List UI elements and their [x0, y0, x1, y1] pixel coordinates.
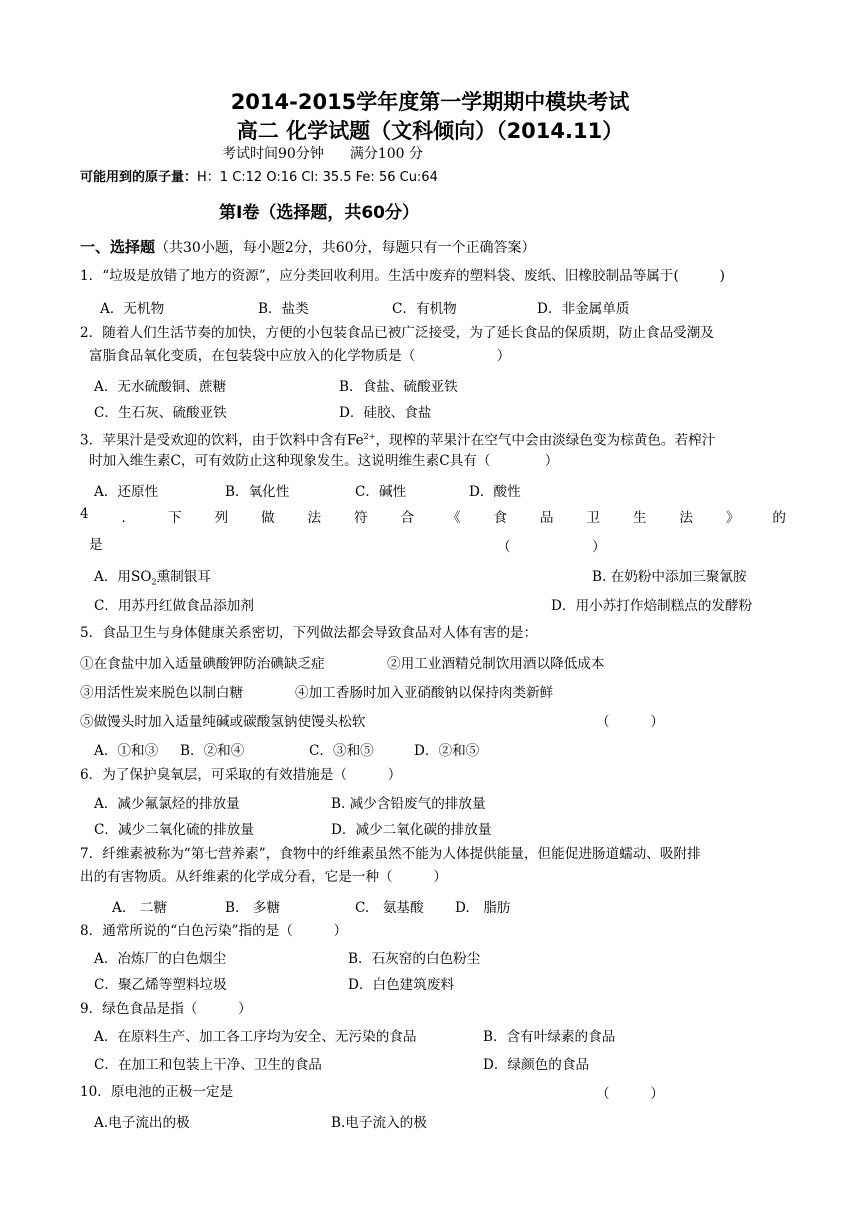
- question-10-stem: 10．原电池的正极一定是: [80, 1084, 234, 1100]
- question-4-word: 卫: [586, 510, 600, 526]
- question-4-option-a: [94, 565, 211, 587]
- question-5-option-c: C．③和⑤: [309, 743, 374, 759]
- question-5-item-5: ⑤做馒头时加入适量纯碱或碳酸氢钠使馒头松软: [80, 714, 366, 730]
- exam-meta: [222, 143, 449, 163]
- question-4-stem-line1: [80, 506, 786, 526]
- question-4-option-d: D．用小苏打作焙制糕点的发酵粉: [551, 598, 753, 614]
- question-4-word: 符: [353, 510, 368, 526]
- question-2-option-c: C．生石灰、硫酸亚铁: [94, 405, 227, 421]
- exam-subtitle: 高二 化学试题（文科倾向）（2014.11）: [236, 119, 624, 143]
- question-9-option-d: D．绿颜色的食品: [483, 1057, 590, 1073]
- question-5-option-d: D．②和⑤: [414, 743, 480, 759]
- question-8-stem: 8．通常所说的“白色污染”指的是（ ）: [80, 923, 348, 939]
- question-4-word: 列: [214, 510, 229, 526]
- question-4-word: 下: [168, 510, 182, 526]
- question-4-word: ．: [121, 510, 136, 526]
- question-4-word: 法: [307, 510, 322, 526]
- question-4-word: 生: [632, 510, 647, 526]
- question-7-option-a: A. 二糖: [112, 900, 167, 916]
- question-5-item-1: ①在食盐中加入适量碘酸钾防治碘缺乏症: [80, 656, 325, 672]
- question-8-option-b: B．石灰窑的白色粉尘: [348, 951, 481, 967]
- part-title: 一、选择题: [80, 238, 156, 256]
- question-3-stem-part1: 3．苹果汁是受欢迎的饮料，由于饮料中含有Fe: [80, 432, 364, 449]
- question-10-option-b: B.电子流入的极: [331, 1115, 427, 1131]
- question-3-option-a: A．还原性: [94, 484, 159, 500]
- question-3-stem-line2: 时加入维生素C，可有效防止这种现象发生。这说明维生素C具有（ ）: [89, 453, 559, 469]
- question-5-option-b: B．②和④: [180, 743, 245, 759]
- question-7-option-b: B. 多糖: [225, 900, 281, 916]
- question-5-item-3: ③用活性炭来脱色以制白糖: [80, 685, 244, 701]
- question-9-stem: 9．绿色食品是指（ ）: [80, 1001, 252, 1017]
- question-1-option-a: A．无机物: [100, 301, 165, 317]
- question-3-option-b: B．氧化性: [225, 484, 290, 500]
- question-5-item-2: ②用工业酒精兑制饮用酒以降低成本: [387, 656, 605, 672]
- question-9-option-a: A．在原料生产、加工各工序均为安全、无污染的食品: [94, 1029, 417, 1045]
- question-2-option-a: A．无水硫酸铜、蔗糖: [94, 379, 227, 395]
- question-4-word: 做: [261, 510, 275, 526]
- question-1-option-c: C．有机物: [392, 301, 457, 317]
- question-3-stem-part2: ，现榨的苹果汁在空气中会由淡绿色变为棕黄色。若榨汁: [375, 432, 716, 449]
- question-4-word: 法: [679, 510, 693, 526]
- question-4-word: 食: [493, 510, 508, 526]
- question-6-option-d: D．减少二氧化碳的排放量: [331, 822, 492, 838]
- question-1-stem: 1．“垃圾是放错了地方的资源”，应分类回收利用。生活中废弃的塑料袋、废纸、旧橡胶制品等属于( ): [80, 268, 725, 284]
- exam-time: 考试时间90分钟: [222, 146, 324, 162]
- question-8-option-c: C．聚乙烯等塑料垃圾: [94, 977, 227, 993]
- exam-title: 2014-2015学年度第一学期期中模块考试: [230, 90, 630, 114]
- question-1-option-b: B．盐类: [258, 301, 309, 317]
- question-6-option-c: C．减少二氧化硫的排放量: [94, 822, 254, 838]
- question-4-word: 的: [772, 510, 786, 526]
- question-3-option-c: C．碱性: [355, 484, 407, 500]
- question-2-stem-line1: 2．随着人们生活节奏的加快，方便的小包装食品已被广泛接受，为了延长食品的保质期，防止食品受潮及: [80, 325, 714, 341]
- question-4-option-b: B. 在奶粉中添加三聚氰胺: [592, 569, 747, 585]
- question-2-stem-line2: 富脂食品氧化变质，在包装袋中应放入的化学物质是（ ）: [89, 348, 511, 364]
- question-4-option-c: C．用苏丹红做食品添加剂: [94, 598, 254, 614]
- question-4-option-a-part1: A．用SO: [94, 569, 152, 585]
- question-10-answer-paren: （ ）: [596, 1086, 664, 1102]
- question-9-option-c: C．在加工和包装上干净、卫生的食品: [94, 1057, 322, 1073]
- question-4-word: 《: [446, 510, 461, 526]
- question-4-word: 》: [725, 510, 740, 526]
- question-6-stem: 6．为了保护臭氧层，可采取的有效措施是（ ）: [80, 767, 402, 783]
- question-5-option-a: A．①和③: [94, 743, 159, 759]
- question-4-word: 品: [539, 510, 554, 526]
- question-7-option-d: D. 脂肪: [455, 900, 511, 916]
- question-7-option-c: C. 氨基酸: [355, 900, 424, 916]
- question-5-stem: 5．食品卫生与身体健康关系密切，下列做法都会导致食品对人体有害的是：: [80, 625, 538, 641]
- part-heading: [80, 236, 536, 257]
- question-2-option-b: B．食盐、硫酸亚铁: [339, 379, 458, 395]
- atomic-masses-values: H：1 C:12 O:16 Cl: 35.5 Fe: 56 Cu:64: [197, 170, 438, 185]
- question-10-option-a: A.电子流出的极: [94, 1115, 190, 1131]
- question-4-option-a-part2: 熏制银耳: [156, 569, 211, 585]
- question-5-answer-paren: （ ）: [596, 714, 664, 730]
- question-8-option-d: D．白色建筑废料: [348, 977, 455, 993]
- question-3-stem-line1: [80, 427, 715, 451]
- question-4-answer-paren: （ ）: [497, 539, 606, 555]
- question-5-item-4: ④加工香肠时加入亚硝酸钠以保持肉类新鲜: [295, 685, 554, 701]
- section-title: 第Ⅰ卷（选择题，共60分）: [219, 203, 419, 223]
- atomic-masses-label: 可能用到的原子量：: [80, 170, 198, 185]
- question-3-superscript: 2+: [363, 432, 376, 441]
- question-8-option-a: A．冶炼厂的白色烟尘: [94, 951, 227, 967]
- question-4-stem-line2: 是: [89, 537, 103, 553]
- question-3-option-d: D．酸性: [469, 484, 521, 500]
- question-6-option-a: A．减少氟氯烃的排放量: [94, 796, 240, 812]
- question-6-option-b: B. 减少含铅废气的排放量: [331, 796, 486, 812]
- question-2-option-d: D．硅胶、食盐: [339, 405, 432, 421]
- question-4-option-a-subscript: 2: [151, 577, 157, 587]
- question-7-stem-line1: 7．纤维素被称为“第七营养素”，食物中的纤维素虽然不能为人体提供能量，但能促进肠道蠕动、吸附排: [80, 846, 701, 862]
- question-7-stem-line2: 出的有害物质。从纤维素的化学成分看，它是一种（ ）: [80, 869, 448, 885]
- question-1-option-d: D．非金属单质: [537, 301, 630, 317]
- atomic-masses: [80, 166, 438, 185]
- question-4-word: 4: [80, 506, 89, 522]
- exam-score: 满分100 分: [349, 146, 423, 162]
- question-4-word: 合: [400, 510, 415, 526]
- part-note: （共30小题，每小题2分，共60分，每题只有一个正确答案）: [155, 240, 536, 256]
- question-9-option-b: B．含有叶绿素的食品: [483, 1029, 616, 1045]
